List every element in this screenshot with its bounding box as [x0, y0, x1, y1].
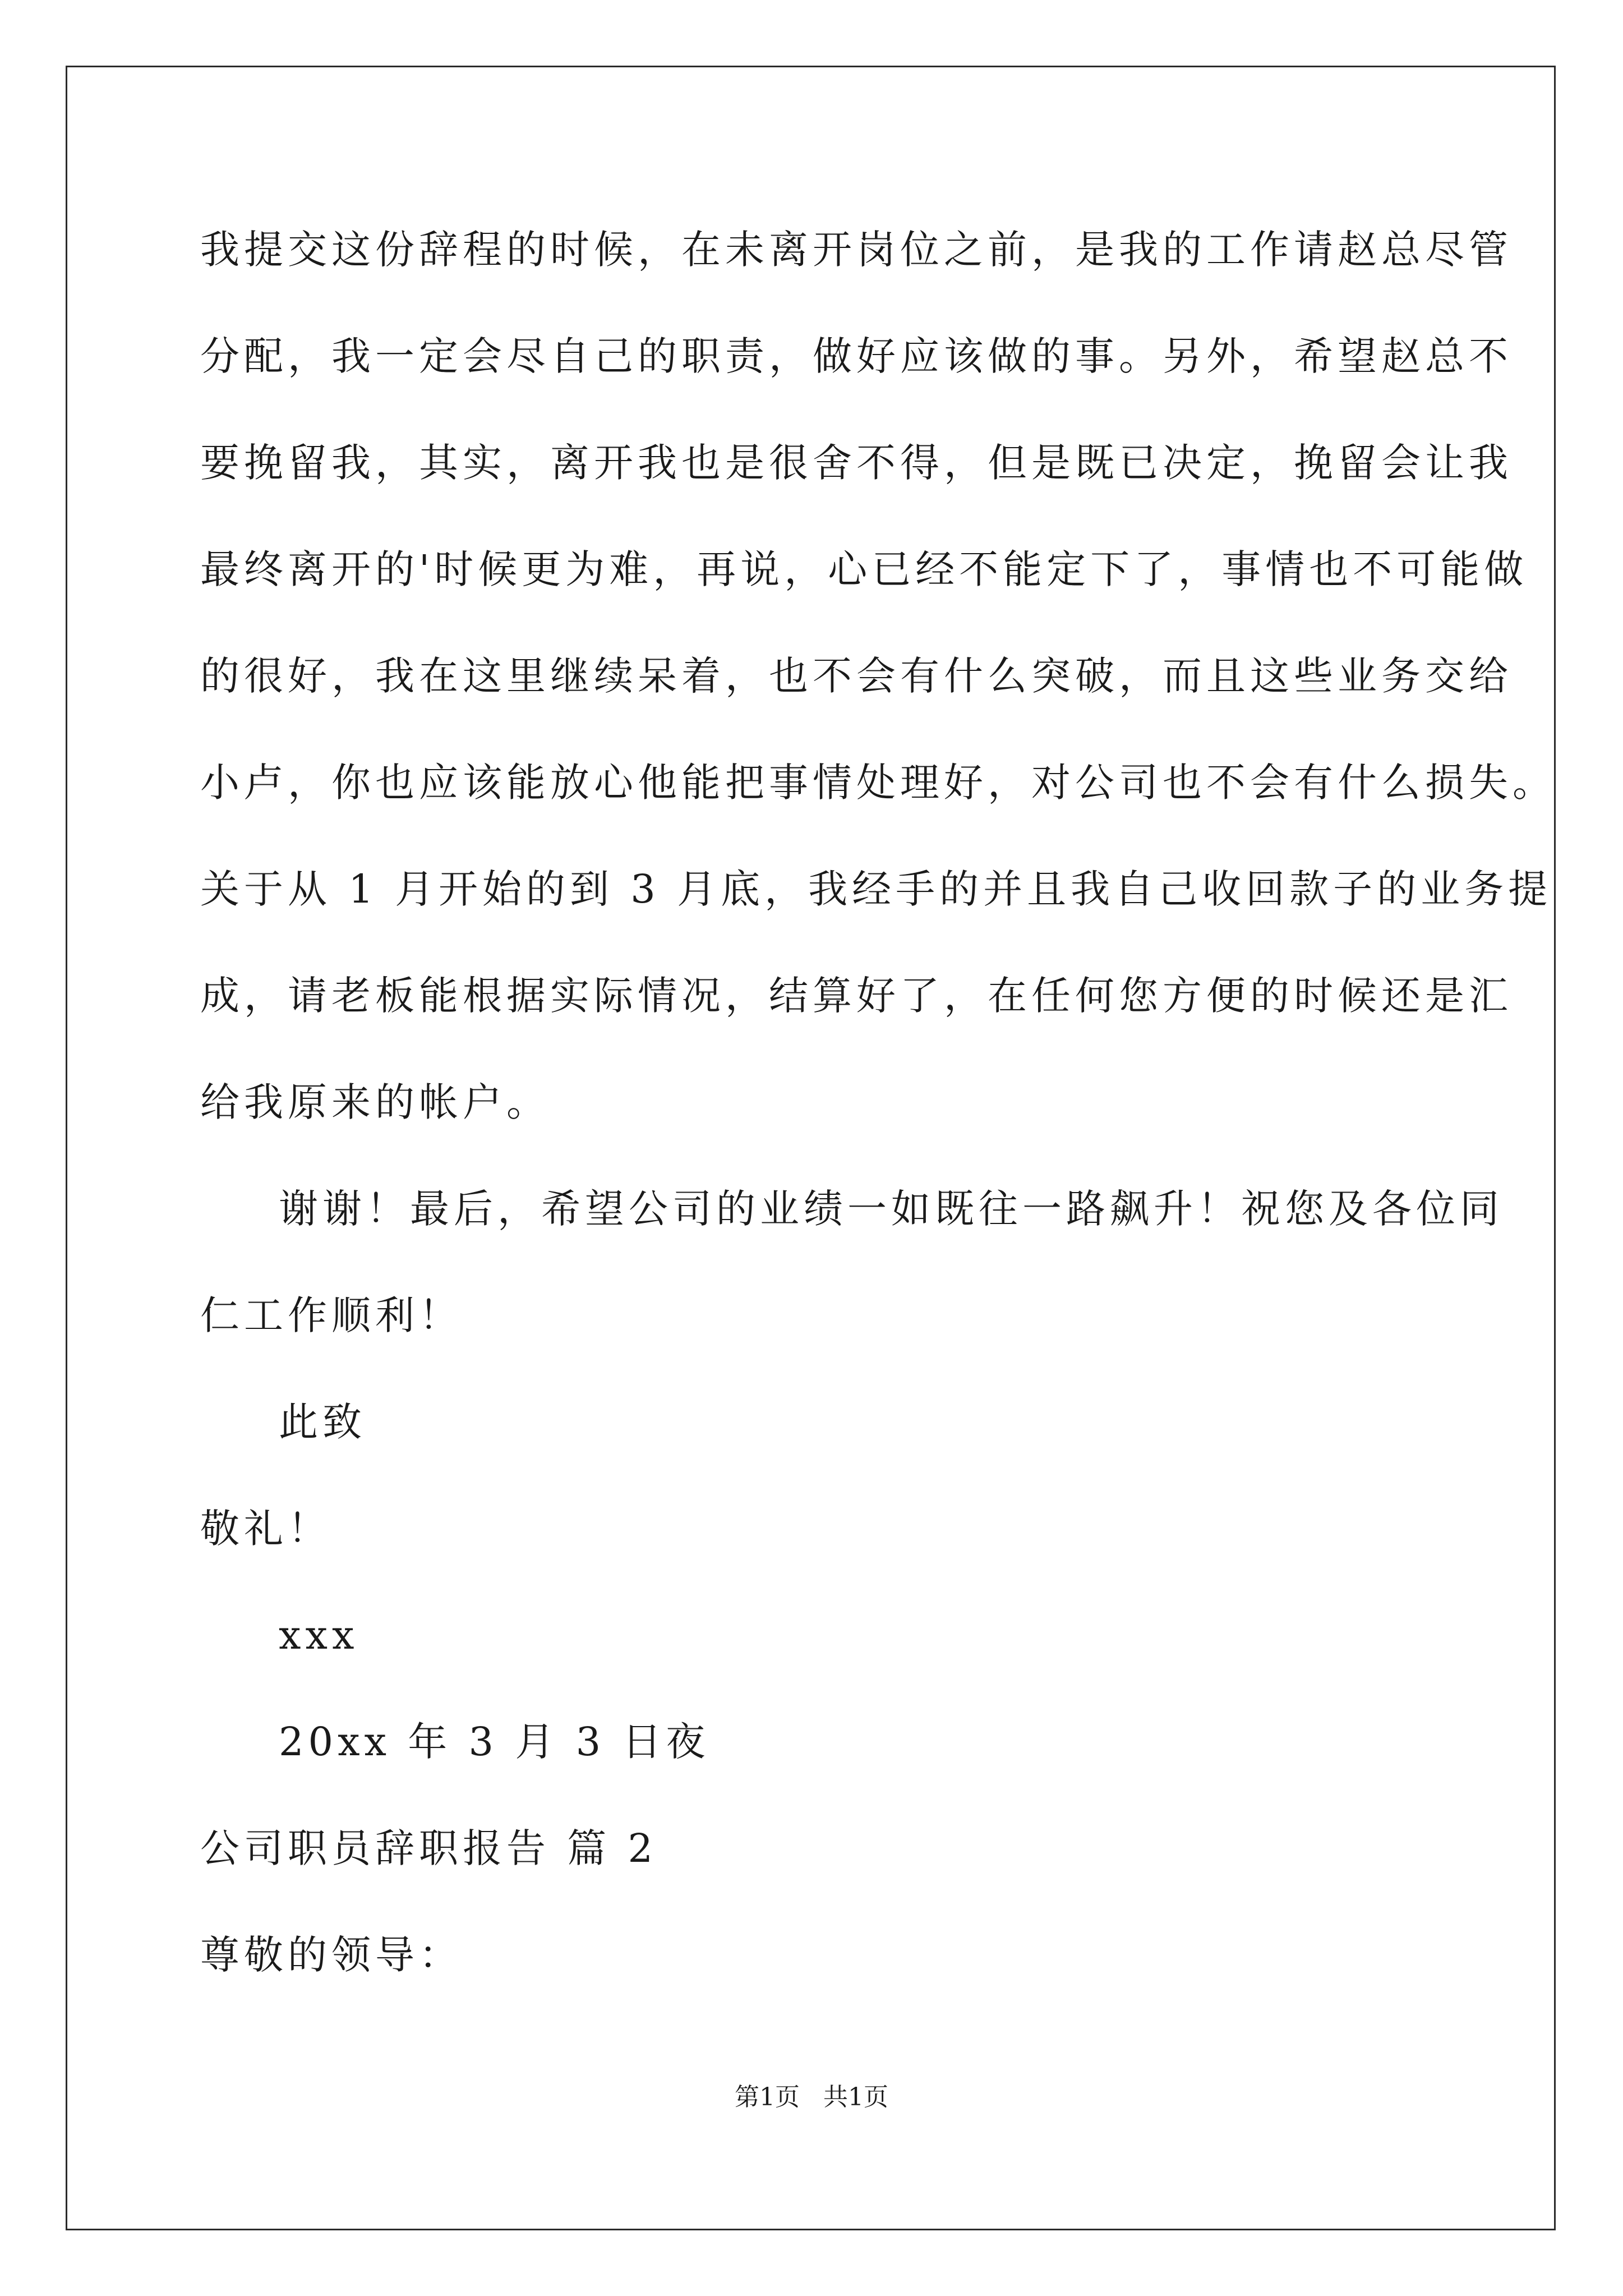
section-title: 公司职员辞职报告 篇 2	[200, 1825, 658, 1871]
greeting-line: 尊敬的领导：	[200, 1932, 463, 1978]
body-line-9: 给我原来的帐户。	[200, 1079, 550, 1125]
page-border	[66, 66, 1556, 2230]
body-line-2: 分配，我一定会尽自己的职责，做好应该做的事。另外，希望赵总不	[200, 333, 1513, 379]
body-line-6: 小卢，你也应该能放心他能把事情处理好，对公司也不会有什么损失。	[200, 760, 1556, 806]
body-line-8: 成，请老板能根据实际情况，结算好了，在任何您方便的时候还是汇	[200, 973, 1513, 1019]
body-line-4: 最终离开的'时候更为难，再说，心已经不能定下了，事情也不可能做	[200, 546, 1528, 592]
body-line-1: 我提交这份辞程的时候，在未离开岗位之前，是我的工作请赵总尽管	[200, 227, 1513, 273]
signature-date: 20xx 年 3 月 3 日夜	[279, 1719, 710, 1765]
body-line-5: 的很好，我在这里继续呆着，也不会有什么突破，而且这些业务交给	[200, 653, 1513, 699]
body-line-3: 要挽留我，其实，离开我也是很舍不得，但是既已决定，挽留会让我	[200, 440, 1513, 486]
body-line-7: 关于从 1 月开始的到 3 月底，我经手的并且我自己收回款子的业务提	[200, 866, 1552, 912]
signature-name: xxx	[279, 1612, 359, 1658]
thanks-line-2: 仁工作顺利！	[200, 1292, 463, 1338]
closing-salutation: 此致	[279, 1399, 366, 1445]
thanks-line-1: 谢谢！最后，希望公司的业绩一如既往一路飙升！祝您及各位同	[279, 1186, 1504, 1232]
closing-regards: 敬礼！	[200, 1506, 331, 1552]
page-footer: 第1页 共1页	[735, 2083, 888, 2111]
